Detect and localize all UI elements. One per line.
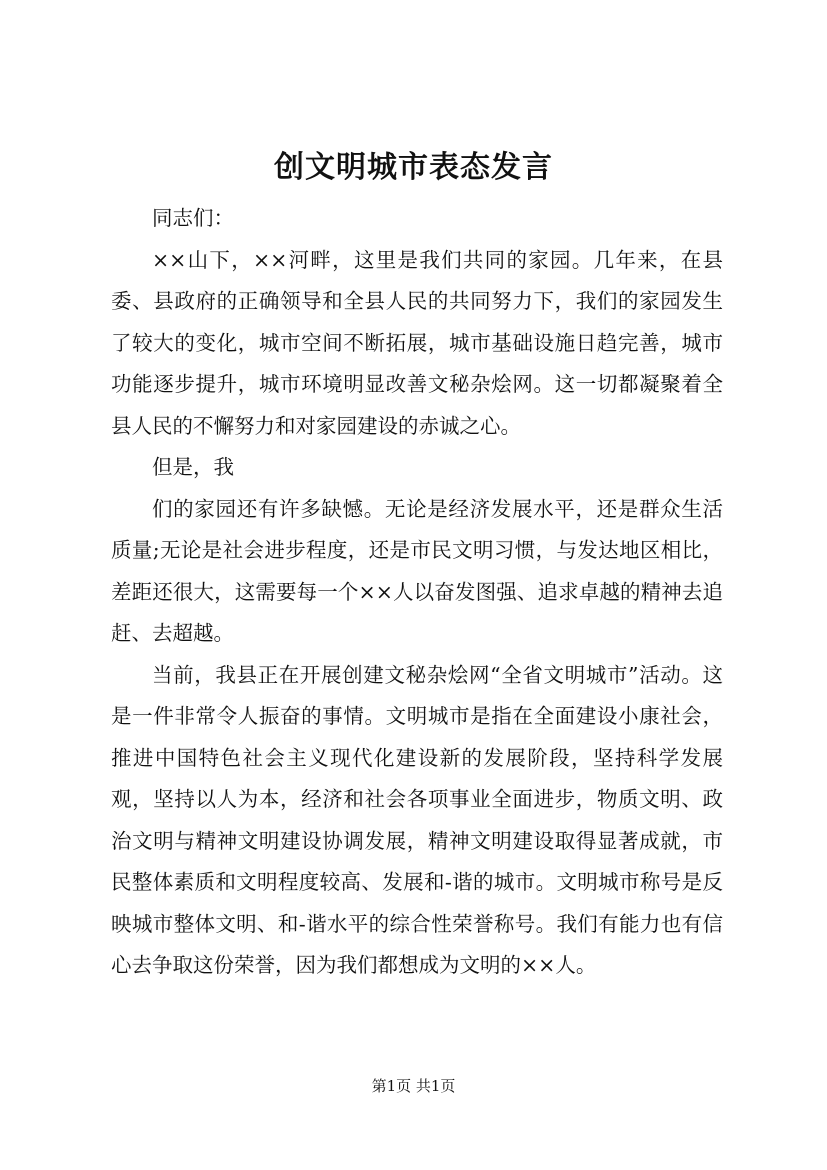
paragraph-home-introduction: ××山下，××河畔，这里是我们共同的家园。几年来，在县委、县政府的正确领导和全县人民的共同努力下，我们的家园发生了较大的变化，城市空间不断拓展，城市基础设施日趋完善，城市功能逐步提升，城市环境明显改善文秘杂烩网。这一切都凝聚着全县人民的不懈努力和对家园建设的赤诚之心。 bbox=[111, 247, 723, 438]
paragraph-transition: 但是，我 bbox=[152, 455, 234, 479]
paragraph-civilized-city: 当前，我县正在开展创建文秘杂烩网“全省文明城市”活动。这是一件非常令人振奋的事情。文明城市是指在全面建设小康社会，推进中国特色社会主义现代化建设新的发展阶段，坚持科学发展观，坚持以人为本，经济和社会各项事业全面进步，物质文明、政治文明与精神文明建设协调发展，精神文明建设取得显著成就，市民整体素质和文明程度较高、发展和-谐的城市。文明城市称号是反映城市整体文明、和-谐水平的综合性荣誉称号。我们有能力也有信心去争取这份荣誉，因为我们都想成为文明的××人。 bbox=[111, 662, 723, 977]
document-body bbox=[111, 198, 723, 987]
paragraph-shortcomings: 们的家园还有许多缺憾。无论是经济发展水平，还是群众生活质量;无论是社会进步程度，还是市民文明习惯，与发达地区相比，差距还很大，这需要每一个××人以奋发图强、追求卓越的精神去追赶、去超越。 bbox=[111, 496, 723, 645]
document-title: 创文明城市表态发言 bbox=[274, 150, 553, 185]
paragraph-salutation: 同志们： bbox=[152, 206, 234, 230]
page-number-footer: 第1页 共1页 bbox=[371, 1077, 456, 1095]
